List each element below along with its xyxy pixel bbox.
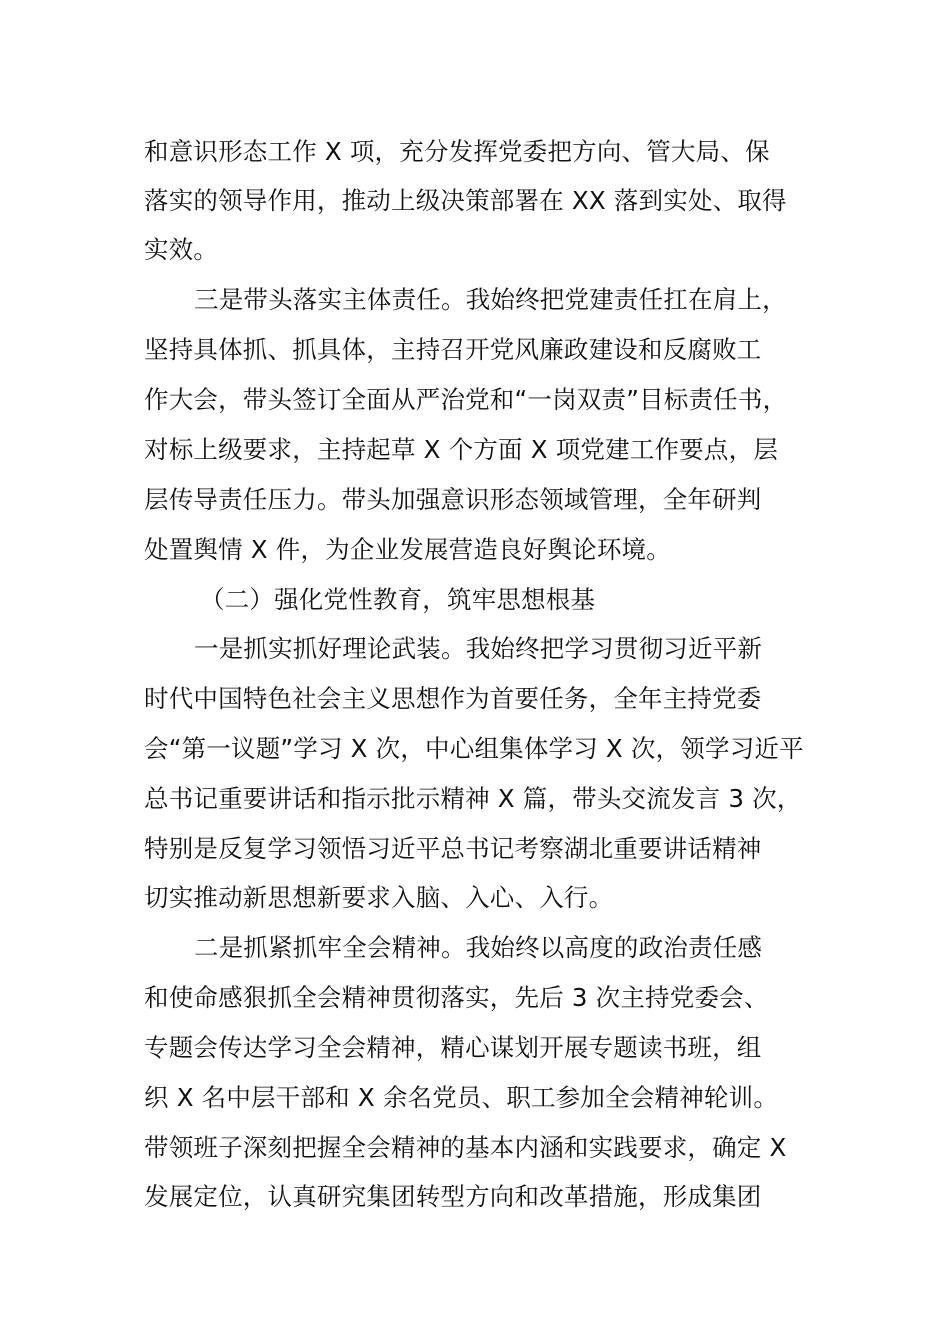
text-line-6: 作大会，带头签订全面从严治党和“一岗双责”目标责任书， xyxy=(144,385,788,414)
text-line-5: 坚持具体抓、抓具体，主持召开党风廉政建设和反腐败工 xyxy=(144,335,762,364)
paragraph-start-line: 一是抓实抓好理论武装。我始终把学习贯彻习近平新 xyxy=(194,634,763,663)
text-line-12: 时代中国特色社会主义思想作为首要任务，全年主持党委 xyxy=(144,684,762,713)
text-line-13: 会“第一议题”学习 X 次，中心组集体学习 X 次，领学习近平 xyxy=(144,734,804,763)
text-line-3: 实效。 xyxy=(144,235,219,264)
text-line-7: 对标上级要求，主持起草 X 个方面 X 项党建工作要点，层 xyxy=(144,435,779,464)
text-line-16: 切实推动新思想新要求入脑、入心、入行。 xyxy=(144,883,614,912)
text-line-1: 和意识形态工作 X 项，充分发挥党委把方向、管大局、保 xyxy=(144,137,770,166)
text-line-15: 特别是反复学习领悟习近平总书记考察湖北重要讲话精神 xyxy=(144,834,762,863)
text-line-2: 落实的领导作用，推动上级决策部署在 XX 落到实处、取得 xyxy=(144,186,787,215)
text-line-19: 专题会传达学习全会精神，精心谋划开展专题读书班，组 xyxy=(144,1033,762,1062)
text-line-22: 发展定位，认真研究集团转型方向和改革措施，形成集团 xyxy=(144,1182,762,1211)
text-line-8: 层传导责任压力。带头加强意识形态领域管理，全年研判 xyxy=(144,485,762,514)
section-heading: （二）强化党性教育，筑牢思想根基 xyxy=(200,585,596,614)
paragraph-start-line: 二是抓紧抓牢全会精神。我始终以高度的政治责任感 xyxy=(194,933,763,962)
text-line-18: 和使命感狠抓全会精神贯彻落实，先后 3 次主持党委会、 xyxy=(144,983,769,1012)
text-line-20: 织 X 名中层干部和 X 余名党员、职工参加全会精神轮训。 xyxy=(144,1083,779,1112)
text-line-21: 带领班子深刻把握全会精神的基本内涵和实践要求，确定 X xyxy=(144,1133,787,1162)
text-line-9: 处置舆情 X 件，为企业发展营造良好舆论环境。 xyxy=(144,535,671,564)
paragraph-start-line: 三是带头落实主体责任。我始终把党建责任扛在肩上， xyxy=(194,285,787,314)
text-line-14: 总书记重要讲话和指示批示精神 X 篇，带头交流发言 3 次， xyxy=(144,784,802,813)
